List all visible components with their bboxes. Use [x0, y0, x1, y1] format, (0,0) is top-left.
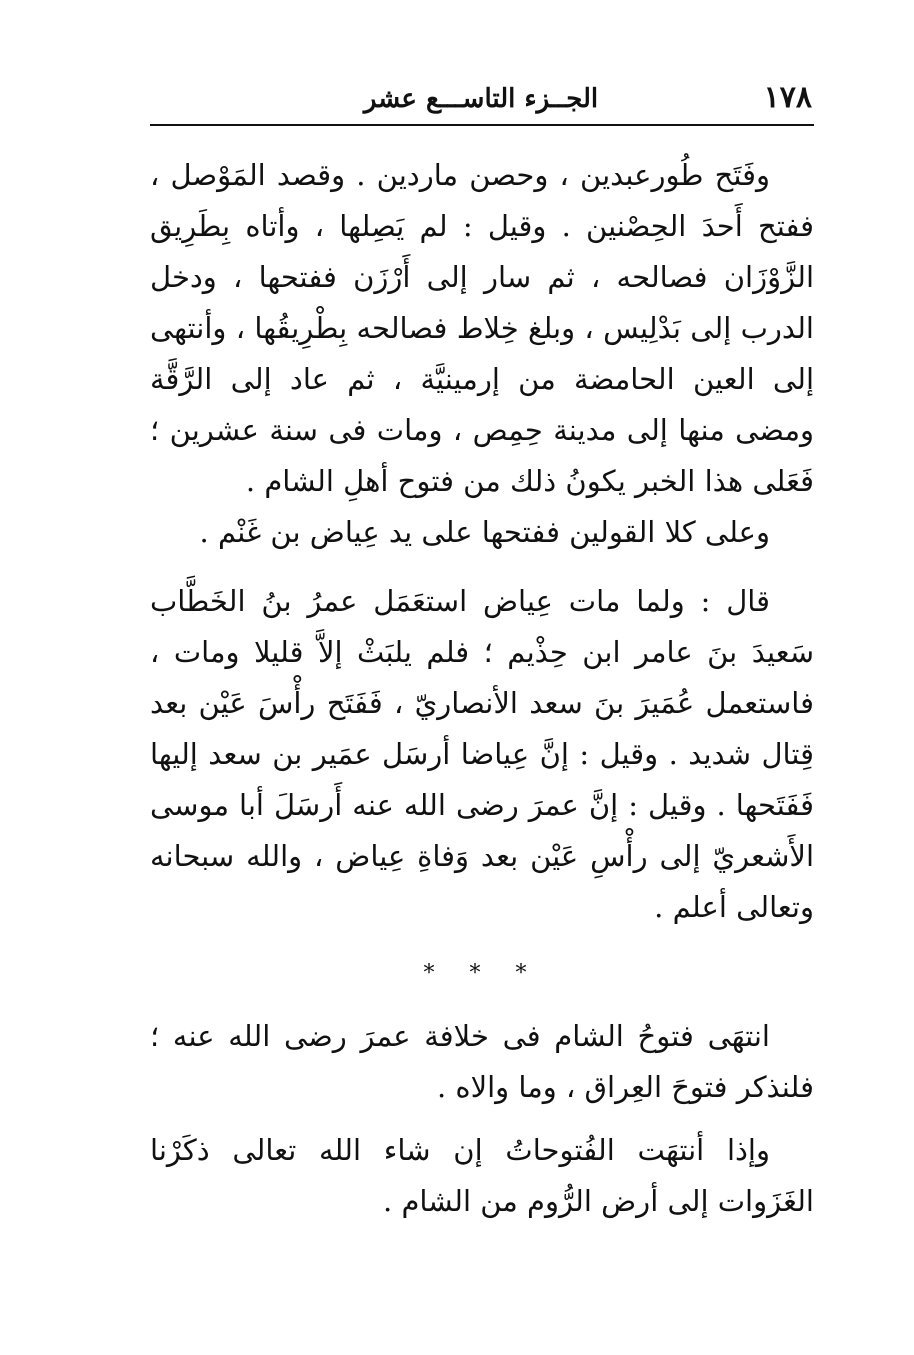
- paragraph-gap: [150, 1113, 814, 1125]
- paragraph-succession: قال : ولما مات عِياض استعَمَل عمرُ بنُ الخَطَّاب سَعيدَ بنَ عامر ابن حِذْيم ؛ فلم يلبَثْ إلاَّ قليلا ومات ، فاستعمل عُمَيرَ بنَ سعد الأنصاريّ ، فَفَتَح رأْسَ عَيْن بعد قِتال شديد . وقيل : إنَّ عِياضا أرسَل عمَير بن سعد إليها فَفَتَحها . وقيل : إنَّ عمرَ رضى الله عنه أَرسَلَ أبا موسى الأَشعريّ إلى رأْسِ عَيْن بعد وَفاةِ عِياض ، والله سبحانه وتعالى أعلم .: [150, 584, 814, 924]
- paragraph-gap: [150, 558, 814, 576]
- page-number: ١٧٨: [763, 80, 812, 115]
- paragraph-next-topic: وإذا أنتهَت الفُتوحاتُ إن شاء الله تعالى ذكَرْنا الغَزَوات إلى أرض الرُّوم من الشام .: [150, 1133, 814, 1218]
- section-separator: * * *: [423, 961, 541, 986]
- page-header: [150, 78, 812, 122]
- body-text: [150, 150, 814, 1227]
- paragraph-conquests: وفَتَح طُورعبدين ، وحصن ماردين . وقصد المَوْصل ، ففتح أَحدَ الحِصْنين . وقيل : لم يَصِلها ، وأتاه بِطَرِيق الزَّوْزَان فصالحه ، ثم سار إلى أَرْزَن ففتحها ، ودخل الدرب إلى بَدْلِيس ، وبلغ خِلاط فصالحه بِطْرِيقُها ، وأنتهى إلى العين الحامضة من إرمينيَّة ، ثم عاد إلى الرَّقَّة ومضى منها إلى مدينة حِمِص ، ومات فى سنة عشرين ؛ فَعَلى هذا الخبر يكونُ ذلك من فتوح أهلِ الشام .: [150, 158, 814, 498]
- header-rule: [150, 124, 814, 126]
- paragraph-end-of-sham: انتهَى فتوحُ الشام فى خلافة عمرَ رضى الله عنه ؛ فلنذكر فتوحَ العِراق ، وما والاه .: [150, 1019, 814, 1104]
- running-title: الجــزء التاســـع عشر: [363, 84, 599, 114]
- paragraph-both-accounts: وعلى كلا القولين ففتحها على يد عِياض بن غَنْم .: [199, 515, 770, 549]
